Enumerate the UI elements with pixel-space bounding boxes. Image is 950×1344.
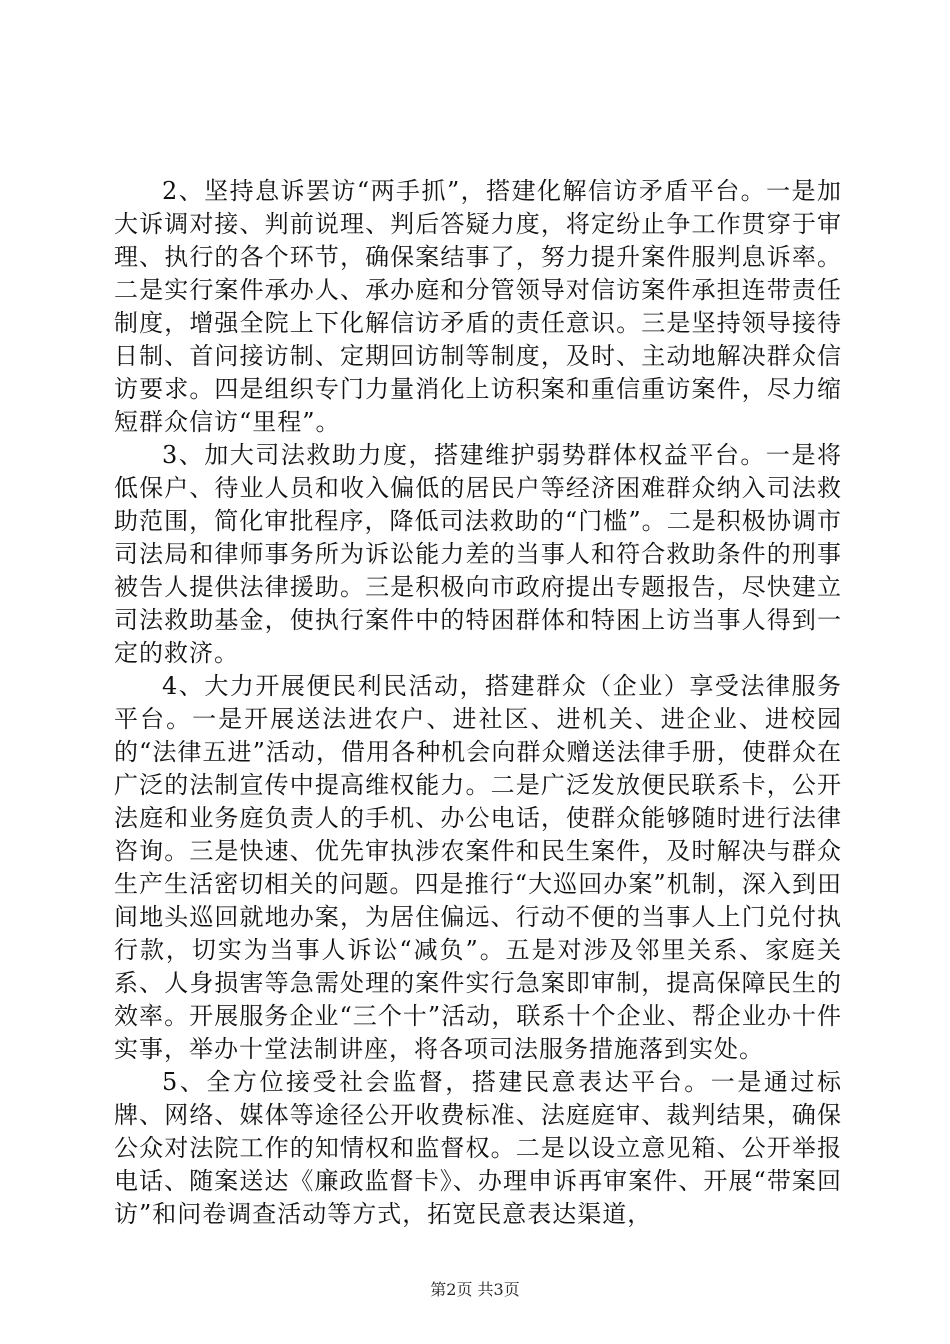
paragraph-4: 4、大力开展便民利民活动，搭建群众（企业）享受法律服务平台。一是开展送法进农户、进社区、进机关、进企业、进校园的“法律五进”活动，借用各种机会向群众赠送法律手册，使群众在广泛的法制宣传中提高维权能力。二是广泛发放便民联系卡，公开法庭和业务庭负责人的手机、办公电话，使群众能够随时进行法律咨询。三是快速、优先审执涉农案件和民生案件，及时解决与群众生产生活密切相关的问题。四是推行“大巡回办案”机制，深入到田间地头巡回就地办案，为居住偏远、行动不便的当事人上门兑付执行款，切实为当事人诉讼“减负”。五是对涉及邻里关系、家庭关系、人身损害等急需处理的案件实行急案即审制，提高保障民生的效率。开展服务企业“三个十”活动，联系十个企业、帮企业办十件实事，举办十堂法制讲座，将各项司法服务措施落到实处。 — [114, 672, 842, 1063]
paragraph-3: 3、加大司法救助力度，搭建维护弱势群体权益平台。一是将低保户、待业人员和收入偏低的居民户等经济困难群众纳入司法救助范围，简化审批程序，降低司法救助的“门槛”。二是积极协调市司法局和律师事务所为诉讼能力差的当事人和符合救助条件的刑事被告人提供法律援助。三是积极向市政府提出专题报告，尽快建立司法救助基金，使执行案件中的特困群体和特困上访当事人得到一定的救济。 — [114, 441, 842, 667]
page-footer: 第2页 共3页 — [430, 1280, 520, 1299]
document-body — [114, 175, 842, 1231]
paragraph-2: 2、坚持息诉罢访“两手抓”，搭建化解信访矛盾平台。一是加大诉调对接、判前说理、判后答疑力度，将定纷止争工作贯穿于审理、执行的各个环节，确保案结事了，努力提升案件服判息诉率。二是实行案件承办人、承办庭和分管领导对信访案件承担连带责任制度，增强全院上下化解信访矛盾的责任意识。三是坚持领导接待日制、首问接访制、定期回访制等制度，及时、主动地解决群众信访要求。四是组织专门力量消化上访积案和重信重访案件，尽力缩短群众信访“里程”。 — [114, 177, 842, 436]
paragraph-5: 5、全方位接受社会监督，搭建民意表达平台。一是通过标牌、网络、媒体等途径公开收费标准、法庭庭审、裁判结果，确保公众对法院工作的知情权和监督权。二是以设立意见箱、公开举报电话、随案送达《廉政监督卡》、办理申诉再审案件、开展“带案回访”和问卷调查活动等方式，拓宽民意表达渠道， — [114, 1068, 842, 1228]
